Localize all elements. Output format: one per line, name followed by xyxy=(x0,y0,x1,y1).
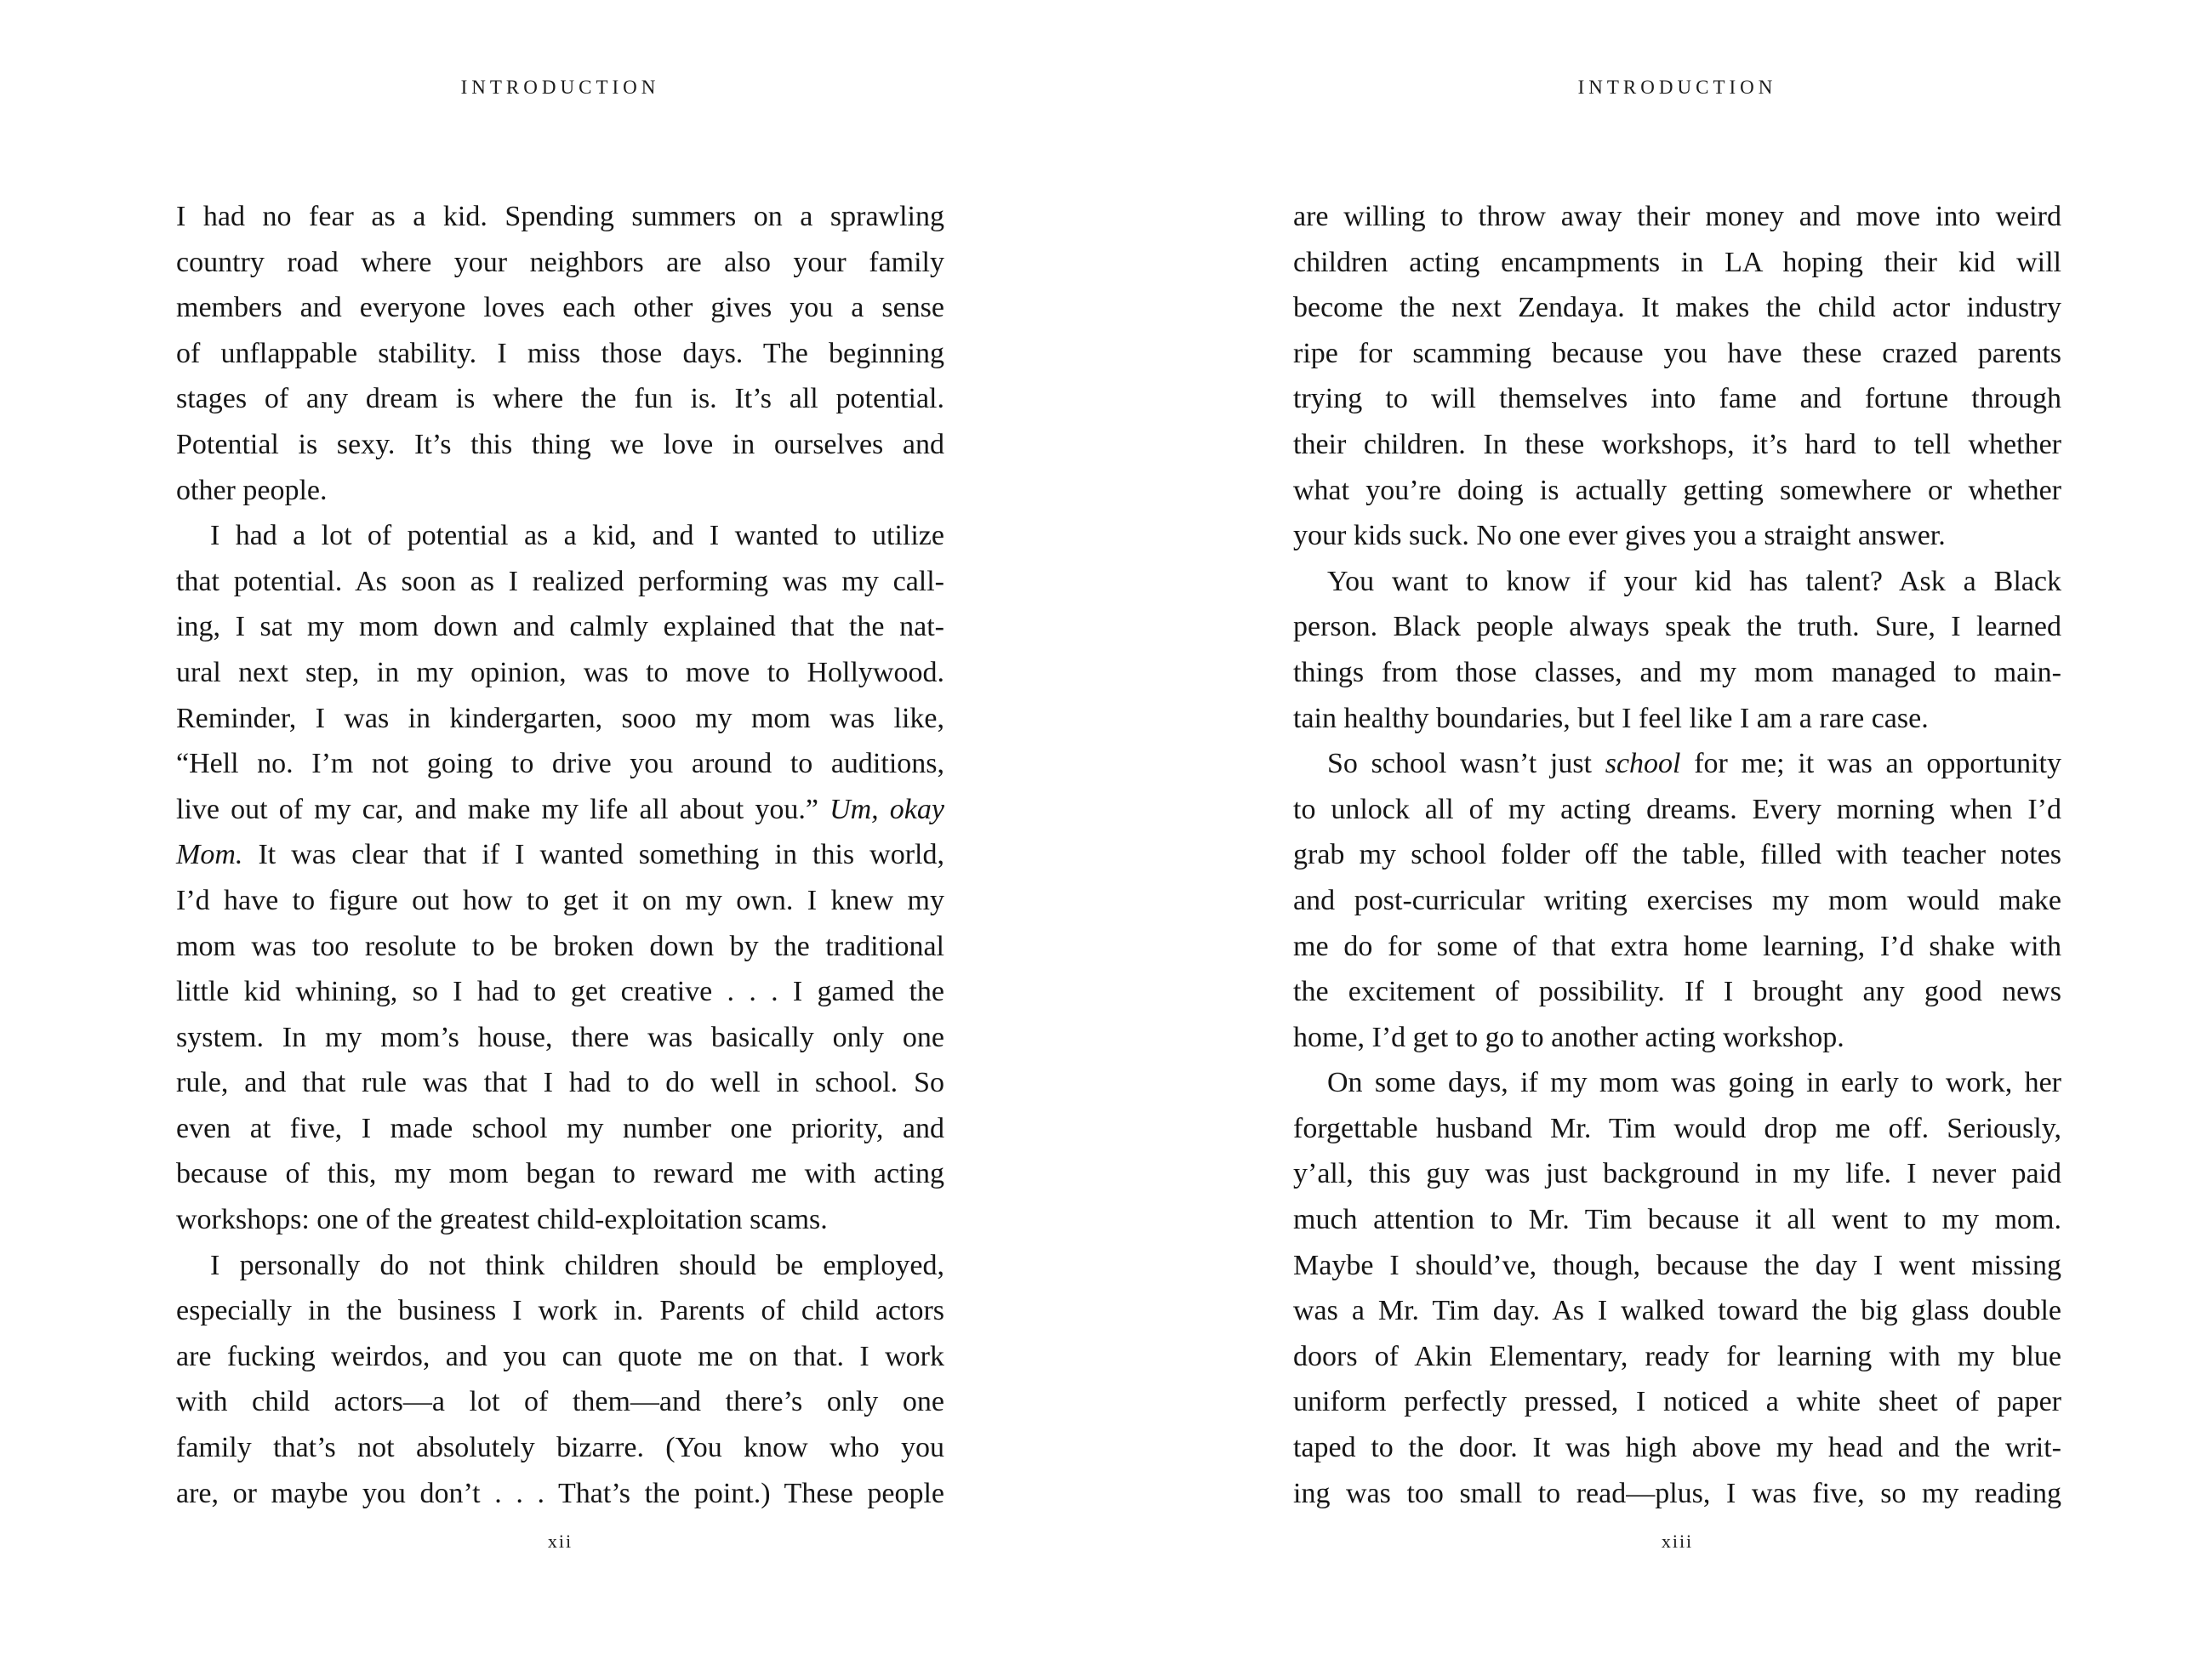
text-segment: So school wasn’t just xyxy=(1327,748,1605,780)
text-segment: even at five, I made school my number one priority, and xyxy=(176,1112,944,1144)
text-line xyxy=(176,969,944,1015)
text-segment: for me; it was an opportunity xyxy=(1680,748,2061,780)
text-segment: especially in the business I work in. Parents of child actors xyxy=(176,1295,944,1327)
text-column-left xyxy=(176,194,944,1516)
text-segment: because of this, my mom began to reward me with acting xyxy=(176,1158,944,1190)
italic-text-segment: school xyxy=(1605,748,1681,780)
text-segment: person. Black people always speak the truth. Sure, I learned xyxy=(1293,611,2061,643)
text-line xyxy=(1293,1015,2061,1061)
text-segment: are, or maybe you don’t . . . That’s the point.) These people xyxy=(176,1477,944,1509)
text-segment: children acting encampments in LA hoping their kid will xyxy=(1293,246,2061,278)
text-segment: little kid whining, so I had to get creative . . . I gamed the xyxy=(176,976,944,1008)
text-segment: country road where your neighbors are also your family xyxy=(176,246,944,278)
text-line xyxy=(1293,741,2061,787)
running-header-right: INTRODUCTION xyxy=(1577,77,1777,98)
text-line xyxy=(1293,787,2061,833)
text-line xyxy=(176,1151,944,1197)
text-segment: live out of my car, and make my life all about you.” xyxy=(176,793,830,825)
text-segment: become the next Zendaya. It makes the child actor industry xyxy=(1293,292,2061,324)
text-line xyxy=(176,1334,944,1380)
text-segment: to unlock all of my acting dreams. Every morning when I’d xyxy=(1293,793,2061,825)
text-line xyxy=(1293,604,2061,650)
text-segment: stages of any dream is where the fun is. It’s all potential. xyxy=(176,383,944,415)
text-line xyxy=(1293,285,2061,331)
text-segment: ing, I sat my mom down and calmly explained that the nat- xyxy=(176,611,944,643)
text-segment: much attention to Mr. Tim because it all went to my mom. xyxy=(1293,1204,2061,1236)
text-line xyxy=(176,376,944,422)
text-line xyxy=(1293,422,2061,468)
text-line xyxy=(176,285,944,331)
text-segment: doors of Akin Elementary, ready for learning with my blue xyxy=(1293,1340,2061,1372)
text-segment: It was clear that if I wanted something in this world, xyxy=(242,839,944,871)
text-segment: Reminder, I was in kindergarten, sooo my mom was like, xyxy=(176,702,944,734)
text-line xyxy=(1293,513,2061,559)
text-line xyxy=(176,331,944,377)
text-segment: workshops: one of the greatest child-exploitation scams. xyxy=(176,1204,828,1236)
text-segment: their children. In these workshops, it’s hard to tell whether xyxy=(1293,428,2061,460)
text-line xyxy=(176,787,944,833)
italic-text-segment: Um, okay xyxy=(830,793,944,825)
text-line xyxy=(1293,1334,2061,1380)
text-line xyxy=(1293,696,2061,742)
text-line xyxy=(176,468,944,514)
text-segment: You want to know if your kid has talent? Ask a Black xyxy=(1327,565,2061,597)
text-segment: ing was too small to read—plus, I was five, so my reading xyxy=(1293,1477,2061,1509)
text-line xyxy=(176,1060,944,1106)
text-segment: what you’re doing is actually getting somewhere or whether xyxy=(1293,474,2061,506)
text-segment: family that’s not absolutely bizarre. (You know who you xyxy=(176,1432,944,1464)
text-segment: system. In my mom’s house, there was basically only one xyxy=(176,1021,944,1053)
text-line xyxy=(1293,878,2061,924)
text-line xyxy=(176,1425,944,1471)
text-line xyxy=(176,878,944,924)
text-segment: Potential is sexy. It’s this thing we love in ourselves and xyxy=(176,428,944,460)
page-number-left: xii xyxy=(547,1531,573,1552)
text-segment: with child actors—a lot of them—and there’s only one xyxy=(176,1386,944,1418)
text-segment: On some days, if my mom was going in early to work, her xyxy=(1327,1067,2061,1099)
text-segment: home, I’d get to go to another acting workshop. xyxy=(1293,1021,1844,1053)
text-segment: ural next step, in my opinion, was to move to Hollywood. xyxy=(176,656,944,688)
text-line xyxy=(1293,1151,2061,1197)
text-line xyxy=(176,832,944,878)
text-line xyxy=(1293,1106,2061,1152)
text-segment: are willing to throw away their money and move into weird xyxy=(1293,201,2061,232)
text-line xyxy=(1293,376,2061,422)
text-line xyxy=(1293,1379,2061,1425)
text-segment: tain healthy boundaries, but I feel like I am a rare case. xyxy=(1293,702,1929,734)
text-column-right xyxy=(1293,194,2061,1516)
text-segment: grab my school folder off the table, filled with teacher notes xyxy=(1293,839,2061,871)
text-segment: Maybe I should’ve, though, because the day I went missing xyxy=(1293,1249,2061,1281)
text-line xyxy=(176,1197,944,1243)
text-line xyxy=(176,1288,944,1334)
italic-text-segment: Mom. xyxy=(176,839,243,871)
text-line xyxy=(1293,924,2061,970)
text-line xyxy=(176,1471,944,1517)
text-line xyxy=(1293,1425,2061,1471)
text-line xyxy=(1293,194,2061,240)
text-line xyxy=(176,924,944,970)
text-line xyxy=(1293,468,2061,514)
text-segment: me do for some of that extra home learning, I’d shake with xyxy=(1293,930,2061,962)
text-segment: I’d have to figure out how to get it on my own. I knew my xyxy=(176,884,944,916)
text-line xyxy=(1293,1288,2061,1334)
text-line xyxy=(1293,969,2061,1015)
text-segment: the excitement of possibility. If I brought any good news xyxy=(1293,976,2061,1008)
page-number-right: xiii xyxy=(1661,1531,1694,1552)
text-segment: trying to will themselves into fame and fortune through xyxy=(1293,383,2061,415)
text-segment: uniform perfectly pressed, I noticed a white sheet of paper xyxy=(1293,1386,2061,1418)
text-segment: “Hell no. I’m not going to drive you around to auditions, xyxy=(176,748,944,780)
text-segment: I had a lot of potential as a kid, and I wanted to utilize xyxy=(210,520,944,552)
text-segment: was a Mr. Tim day. As I walked toward the big glass double xyxy=(1293,1295,2061,1327)
text-line xyxy=(1293,240,2061,286)
text-line xyxy=(1293,1060,2061,1106)
text-line xyxy=(176,650,944,696)
text-line xyxy=(1293,331,2061,377)
text-segment: other people. xyxy=(176,474,328,506)
text-line xyxy=(176,513,944,559)
text-segment: things from those classes, and my mom managed to main- xyxy=(1293,656,2061,688)
text-segment: are fucking weirdos, and you can quote me on that. I work xyxy=(176,1340,944,1372)
text-line xyxy=(176,194,944,240)
running-header-left: INTRODUCTION xyxy=(460,77,660,98)
text-segment: your kids suck. No one ever gives you a straight answer. xyxy=(1293,520,1946,552)
text-segment: members and everyone loves each other gives you a sense xyxy=(176,292,944,324)
text-line xyxy=(176,696,944,742)
text-segment: y’all, this guy was just background in my life. I never paid xyxy=(1293,1158,2061,1190)
text-segment: taped to the door. It was high above my head and the writ- xyxy=(1293,1432,2061,1464)
text-line xyxy=(1293,650,2061,696)
text-segment: rule, and that rule was that I had to do well in school. So xyxy=(176,1067,944,1099)
text-line xyxy=(176,1379,944,1425)
text-line xyxy=(176,240,944,286)
text-segment: ripe for scamming because you have these crazed parents xyxy=(1293,337,2061,369)
text-line xyxy=(176,604,944,650)
text-segment: that potential. As soon as I realized performing was my call- xyxy=(176,565,944,597)
text-line xyxy=(176,559,944,605)
text-line xyxy=(1293,1197,2061,1243)
text-line xyxy=(1293,1471,2061,1517)
text-line xyxy=(176,741,944,787)
text-line xyxy=(176,1243,944,1289)
text-line xyxy=(176,1015,944,1061)
text-segment: and post-curricular writing exercises my mom would make xyxy=(1293,884,2061,916)
text-line xyxy=(1293,832,2061,878)
text-line xyxy=(1293,1243,2061,1289)
text-line xyxy=(176,1106,944,1152)
text-segment: forgettable husband Mr. Tim would drop me off. Seriously, xyxy=(1293,1112,2061,1144)
text-segment: I personally do not think children should be employed, xyxy=(210,1249,944,1281)
text-line xyxy=(1293,559,2061,605)
text-line xyxy=(176,422,944,468)
text-segment: of unflappable stability. I miss those days. The beginning xyxy=(176,337,944,369)
text-segment: I had no fear as a kid. Spending summers on a sprawling xyxy=(176,201,944,232)
text-segment: mom was too resolute to be broken down by the traditional xyxy=(176,930,944,962)
